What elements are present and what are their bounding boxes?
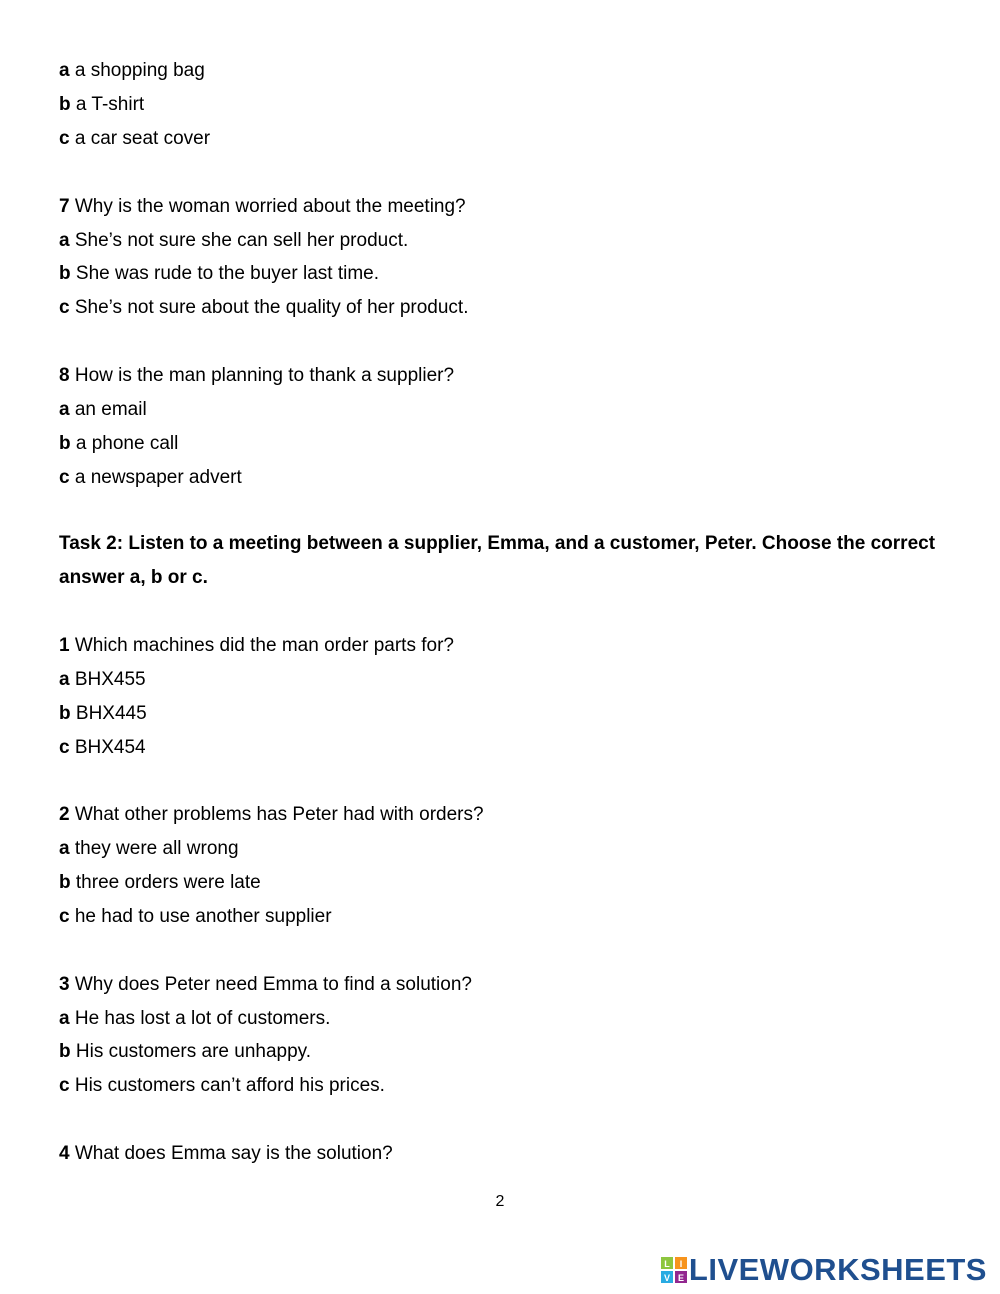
task2-heading: Task 2: Listen to a meeting between a supplier, Emma, and a customer, Peter. Choose the correct answer a, b or c. xyxy=(59,533,936,588)
liveworksheets-logo-icon xyxy=(661,1257,687,1283)
q6-option-c: c a car seat cover xyxy=(59,128,211,149)
logo-letter-l: L xyxy=(664,1259,670,1269)
logo-letter-v: V xyxy=(663,1273,670,1283)
task2-q4-question: 4 What does Emma say is the solution? xyxy=(59,1143,393,1164)
brand-name: LIVEWORKSHEETS xyxy=(688,1252,987,1287)
logo-letter-e: E xyxy=(677,1273,684,1283)
q8-option-b: b a phone call xyxy=(59,433,179,454)
q7-option-c: c She’s not sure about the quality of her product. xyxy=(59,297,469,318)
task2-q3-option-a: a He has lost a lot of customers. xyxy=(59,1008,331,1029)
task2-q3-option-c: c His customers can’t afford his prices. xyxy=(59,1075,385,1096)
task2-q1-option-a: a BHX455 xyxy=(59,669,146,690)
task2-q3-question: 3 Why does Peter need Emma to find a solution? xyxy=(59,974,472,995)
q8-option-a: a an email xyxy=(59,399,147,420)
task2-q2-option-b: b three orders were late xyxy=(59,872,261,893)
q7-option-a: a She’s not sure she can sell her product. xyxy=(59,230,409,251)
q6-option-a: a a shopping bag xyxy=(59,60,205,81)
q8-option-c: c a newspaper advert xyxy=(59,467,242,488)
q6-option-b: b a T-shirt xyxy=(59,94,145,115)
liveworksheets-brand xyxy=(661,1254,987,1286)
task2-q2-option-a: a they were all wrong xyxy=(59,838,239,859)
task2-q1-question: 1 Which machines did the man order parts for? xyxy=(59,635,454,656)
task2-q2-option-c: c he had to use another supplier xyxy=(59,906,332,927)
task2-q1-option-b: b BHX445 xyxy=(59,703,147,724)
q8-question: 8 How is the man planning to thank a supplier? xyxy=(59,365,455,386)
task2-q2-question: 2 What other problems has Peter had with orders? xyxy=(59,804,484,825)
task2-q3-option-b: b His customers are unhappy. xyxy=(59,1041,312,1062)
task2-q1-option-c: c BHX454 xyxy=(59,737,146,758)
logo-letter-i: I xyxy=(679,1259,683,1269)
q7-option-b: b She was rude to the buyer last time. xyxy=(59,263,379,284)
page-number: 2 xyxy=(495,1193,505,1210)
q7-question: 7 Why is the woman worried about the meeting? xyxy=(59,196,466,217)
